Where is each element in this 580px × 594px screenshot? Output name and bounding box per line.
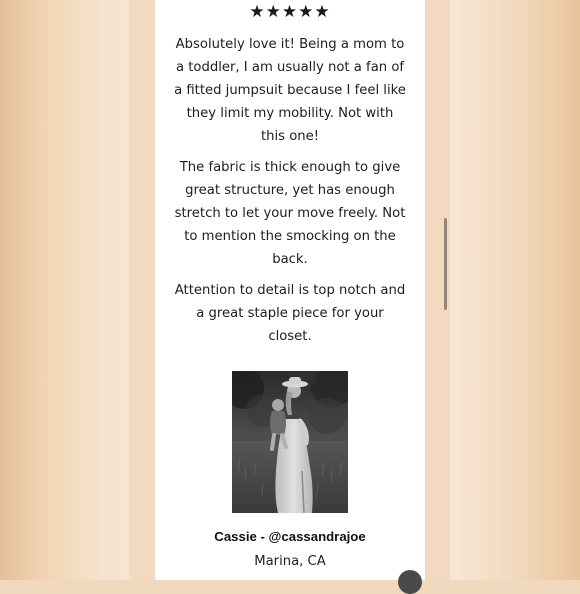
scrollbar-thumb[interactable] — [444, 218, 447, 310]
review-paragraph-2: The fabric is thick enough to give great structure, yet has enough stretch to let your move freely. Not to mention the smocking on the back. — [174, 160, 406, 268]
review-location: Marina, CA — [254, 554, 326, 569]
star-rating: ★★★★★ — [249, 2, 331, 22]
phone-left-margin — [129, 0, 155, 580]
mother-and-child-photo — [232, 371, 348, 513]
reviewer-photo[interactable] — [232, 371, 348, 513]
review-paragraph-3: Attention to detail is top notch and a great staple piece for your closet. — [174, 283, 406, 345]
floating-action-button[interactable] — [398, 570, 422, 594]
review-card — [155, 0, 425, 580]
review-author[interactable]: Cassie - @cassandrajoe — [214, 529, 366, 544]
review-paragraph-1: Absolutely love it! Being a mom to a toddler, I am usually not a fan of a fitted jumpsuit because I feel like they limit my mobility. Not with this one! — [174, 37, 406, 145]
